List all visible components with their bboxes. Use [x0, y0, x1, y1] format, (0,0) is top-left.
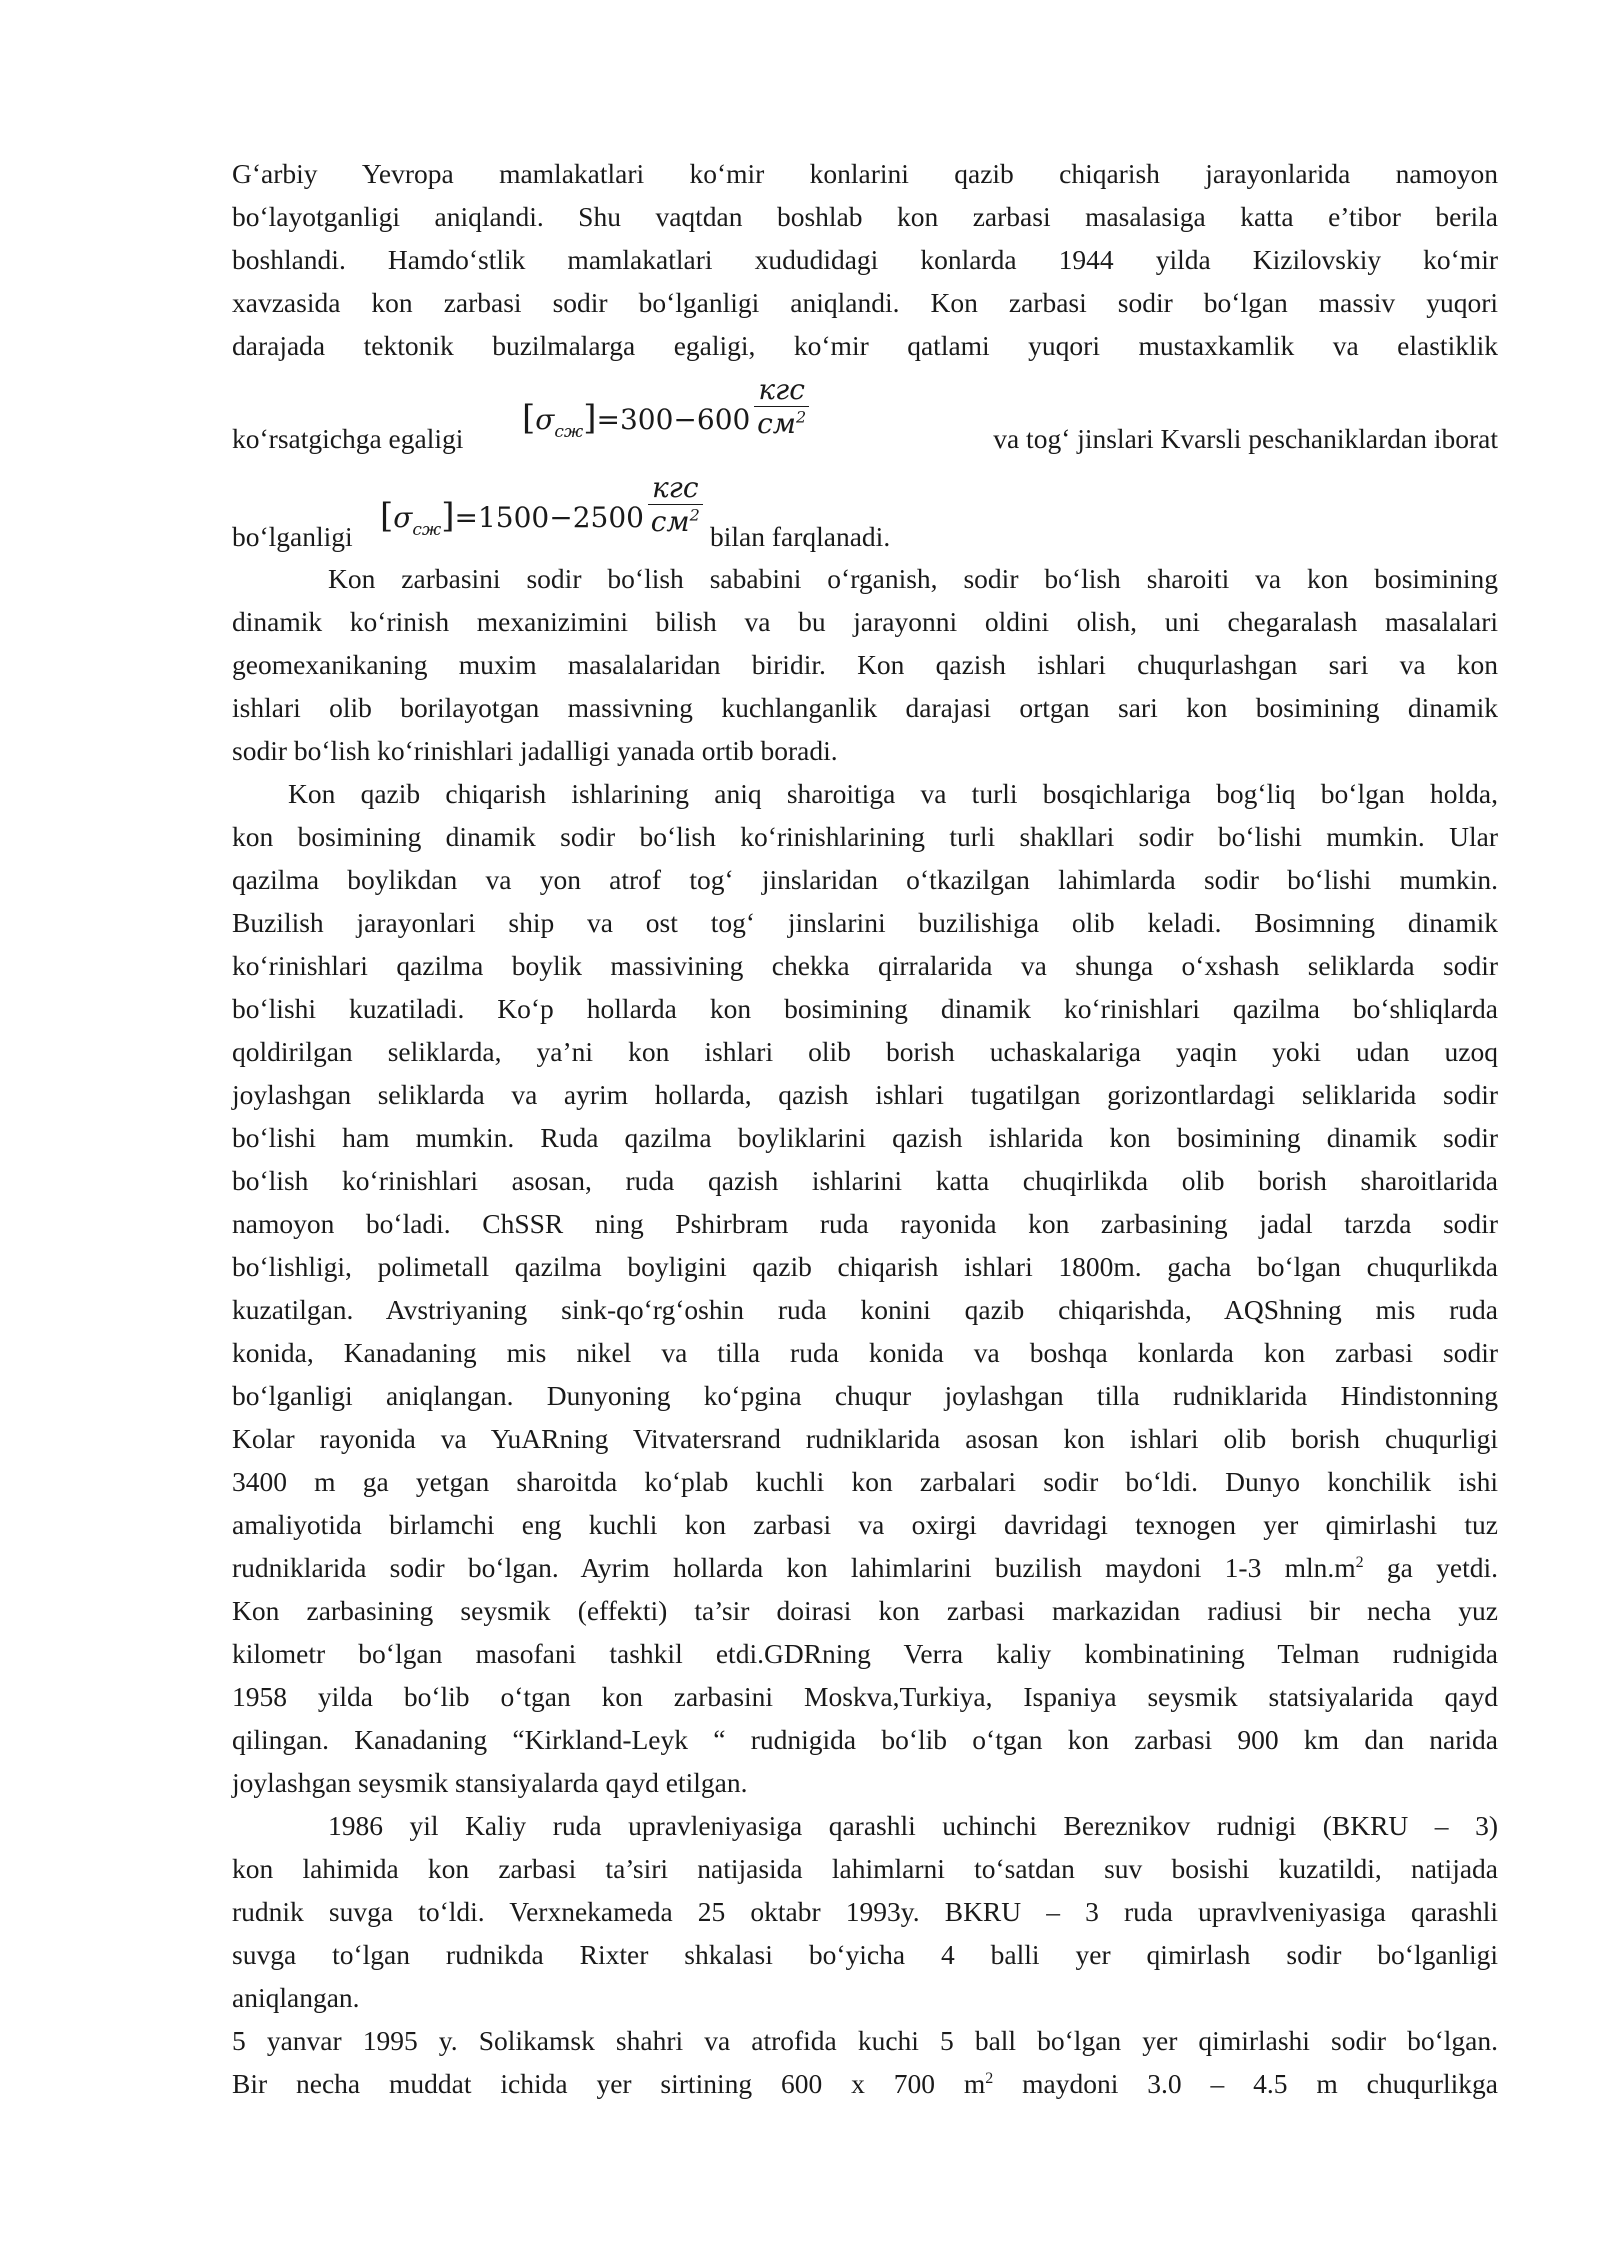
text-line: dinamik ko‘rinish mexanizimini bilish va bu jarayonni oldini olish, uni chegaralash masalalari [232, 606, 1498, 637]
text-line: ko‘rsatgichga egaligi [232, 423, 464, 454]
text-line: bo‘lish ko‘rinishlari asosan, ruda qazish ishlarini katta chuqirlikda olib borish sharoitlarida [232, 1165, 1498, 1196]
text-line: 5 yanvar 1995 y. Solikamsk shahri va atrofida kuchi 5 ball bo‘lgan yer qimirlashi sodir bo‘lgan. [232, 2025, 1498, 2056]
text-line: 3400 m ga yetgan sharoitda ko‘plab kuchli kon zarbalari sodir bo‘ldi. Dunyo konchilik ishi [232, 1466, 1498, 1497]
text-segment: ga yetdi. [1363, 1552, 1498, 1583]
unit-denominator: см [757, 407, 796, 440]
text-line-with-superscript [232, 1546, 1498, 1589]
text-line: geomexanikaning muxim masalalaridan biridir. Kon qazish ishlari chuqurlashgan sari va kon [232, 649, 1498, 680]
text-line: bo‘lganligi [232, 521, 353, 552]
text-line: kilometr bo‘lgan masofani tashkil etdi.GDRning Verra kaliy kombinatining Telman rudnigida [232, 1638, 1498, 1669]
unit-denominator: см [650, 505, 690, 538]
text-line: aniqlangan. [232, 1982, 360, 2013]
text-line: Kon zarbasining seysmik (effekti) ta’sir doirasi kon zarbasi markazidan radiusi bir necha yuz [232, 1595, 1498, 1626]
superscript: 2 [985, 2069, 994, 2087]
text-line: va tog‘ jinslari Kvarsli peschaniklardan iborat [993, 423, 1498, 454]
paragraph-5 [232, 2019, 1498, 2105]
text-line: kon lahimida kon zarbasi ta’siri natijasida lahimlarni to‘satdan suv bosishi kuzatildi, natijada [232, 1853, 1498, 1884]
text-line: bo‘lganligi aniqlangan. Dunyoning ko‘pgina chuqur joylashgan tilla rudniklarida Hindistonning [232, 1380, 1498, 1411]
text-line: boshlandi. Hamdo‘stlik mamlakatlari xududidagi konlarda 1944 yilda Kizilovskiy ko‘mir [232, 244, 1498, 275]
text-line: rudnik suvga to‘ldi. Verxnekameda 25 oktabr 1993y. BKRU – 3 ruda upravlveniyasiga qarashli [232, 1896, 1498, 1927]
text-line: 1958 yilda bo‘lib o‘tgan kon zarbasini Moskva,Turkiya, Ispaniya seysmik statsiyalarida qayd [232, 1681, 1498, 1712]
sigma-symbol: σ [393, 501, 413, 534]
document-page [232, 152, 1498, 2105]
text-line: suvga to‘lgan rudnikda Rixter shkalasi bo‘yicha 4 balli yer qimirlash sodir bo‘lganligi [232, 1939, 1498, 1970]
text-line: joylashgan seliklarda va ayrim hollarda, qazish ishlari tugatilgan gorizontlardagi seliklarida sodir [232, 1079, 1498, 1110]
text-line: G‘arbiy Yevropa mamlakatlari ko‘mir konlarini qazib chiqarish jarayonlarida namoyon [232, 158, 1498, 189]
text-line: bilan farqlanadi. [710, 521, 891, 552]
text-line: qoldirilgan seliklarda, ya’ni kon ishlari olib borish uchaskalariga yaqin yoki udan uzoq [232, 1036, 1498, 1067]
text-line: bo‘lishi ham mumkin. Ruda qazilma boyliklarini qazish ishlarida kon bosimining dinamik sodir [232, 1122, 1498, 1153]
text-line-with-superscript [232, 2062, 1498, 2105]
text-line: bo‘lishligi, polimetall qazilma boyligini qazib chiqarish ishlari 1800m. gacha bo‘lgan chuqurlikda [232, 1251, 1498, 1282]
text-line: konida, Kanadaning mis nikel va tilla ruda konida va boshqa konlarda kon zarbasi sodir [232, 1337, 1498, 1368]
text-line: qazilma boylikdan va yon atrof tog‘ jinslaridan o‘tkazilgan lahimlarda sodir bo‘lishi mumkin. [232, 864, 1498, 895]
text-line: Kolar rayonida va YuARning Vitvatersrand rudniklarida asosan kon ishlari olib borish chuqurligi [232, 1423, 1498, 1454]
text-line: ishlari olib borilayotgan massivning kuchlanganlik darajasi ortgan sari kon bosimining dinamik [232, 692, 1498, 723]
text-line: qilingan. Kanadaning “Kirkland-Leyk “ rudnigida bo‘lib o‘tgan kon zarbasi 900 km dan narida [232, 1724, 1498, 1755]
formula-value: =1500−2500 [454, 501, 644, 534]
text-line: Kon qazib chiqarish ishlarining aniq sharoitiga va turli bosqichlariga bog‘liq bo‘lgan holda, [288, 778, 1498, 809]
text-line: namoyon bo‘ladi. ChSSR ning Pshirbram ruda rayonida kon zarbasining jadal tarzda sodir [232, 1208, 1498, 1239]
text-line: joylashgan seysmik stansiyalarda qayd etilgan. [232, 1767, 748, 1798]
paragraph-1 [232, 152, 1498, 367]
formula-line-1 [232, 367, 1498, 459]
formula-line-2 [232, 459, 1498, 557]
text-segment: maydoni 3.0 – 4.5 m chuqurlikga [993, 2068, 1498, 2099]
text-line: kuzatilgan. Avstriyaning sink-qo‘rg‘oshin ruda konini qazib chiqarishda, AQShning mis ruda [232, 1294, 1498, 1325]
sigma-subscript: сж [554, 422, 584, 442]
superscript: 2 [1355, 1553, 1364, 1571]
text-line: bo‘layotganligi aniqlandi. Shu vaqtdan boshlab kon zarbasi masalasiga katta e’tibor berila [232, 201, 1498, 232]
text-line: bo‘lishi kuzatiladi. Ko‘p hollarda kon bosimining dinamik ko‘rinishlari qazilma bo‘shliqlarda [232, 993, 1498, 1024]
sigma-symbol: σ [535, 403, 555, 436]
text-line: ko‘rinishlari qazilma boylik massivining chekka qirralarida va shunga o‘xshash seliklarda sodir [232, 950, 1498, 981]
sigma-subscript: сж [412, 520, 442, 540]
text-line: 1986 yil Kaliy ruda upravleniyasiga qarashli uchinchi Bereznikov rudnigi (BKRU – 3) [328, 1810, 1498, 1841]
text-line: xavzasida kon zarbasi sodir bo‘lganligi aniqlandi. Kon zarbasi sodir bo‘lgan massiv yuqori [232, 287, 1498, 318]
paragraph-4 [232, 1804, 1498, 2019]
paragraph-3 [232, 772, 1498, 1804]
formula-value: =300−600 [596, 403, 751, 436]
unit-numerator: кгс [648, 472, 703, 505]
strength-formula-coal: $[\sigma_{сж}]=300-600$ $\frac{\text{кгс}}{см^2}$ [522, 388, 809, 455]
text-line: sodir bo‘lish ko‘rinishlari jadalligi yanada ortib boradi. [232, 735, 838, 766]
text-line: amaliyotida birlamchi eng kuchli kon zarbasi va oxirgi davridagi texnogen yer qimirlashi tuz [232, 1509, 1498, 1540]
strength-formula-rock: $[\sigma_{сж}]=1500-2500$ $\frac{\text{кгс}}{см^2}$ [380, 486, 703, 553]
unit-numerator: кгс [754, 374, 809, 407]
text-line: Kon zarbasini sodir bo‘lish sababini o‘rganish, sodir bo‘lish sharoiti va kon bosimining [328, 563, 1498, 594]
text-line: kon bosimining dinamik sodir bo‘lish ko‘rinishlarining turli shakllari sodir bo‘lishi mumkin. Ular [232, 821, 1498, 852]
text-line: darajada tektonik buzilmalarga egaligi, ko‘mir qatlami yuqori mustaxkamlik va elastiklik [232, 330, 1498, 361]
text-segment: rudniklarida sodir bo‘lgan. Ayrim hollarda kon lahimlarini buzilish maydoni 1-3 mln.m [232, 1552, 1356, 1583]
text-segment: Bir necha muddat ichida yer sirtining 600 x 700 m [232, 2068, 986, 2099]
text-line: Buzilish jarayonlari ship va ost tog‘ jinslarini buzilishiga olib keladi. Bosimning dinamik [232, 907, 1498, 938]
paragraph-2 [232, 557, 1498, 772]
